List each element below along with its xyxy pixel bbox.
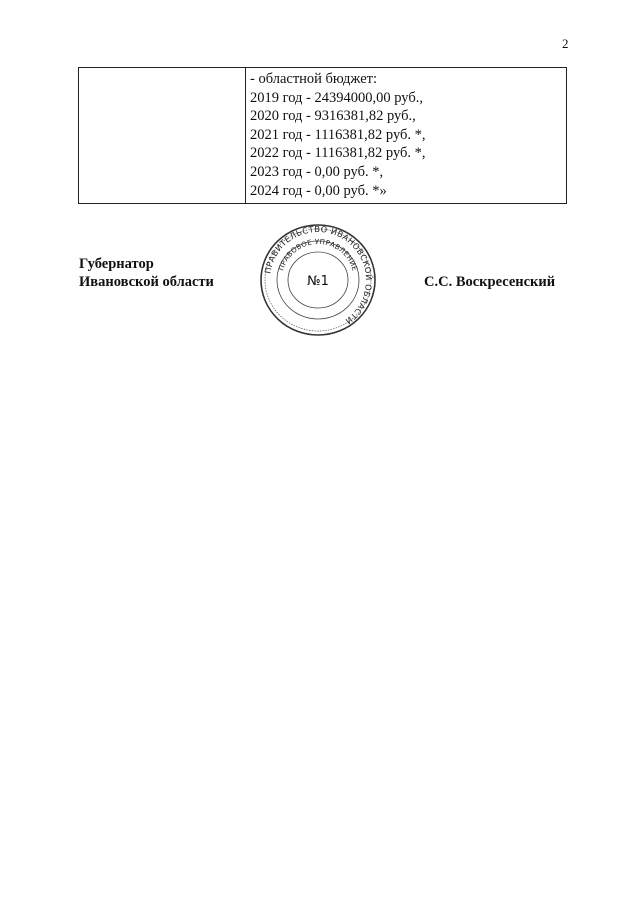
budget-line-2020: 2020 год - 9316381,82 руб., (250, 108, 416, 125)
budget-heading: - областной бюджет: (250, 71, 378, 87)
table-cell-empty (79, 68, 246, 204)
page-number: 2 (562, 36, 569, 51)
signatory-title-line1: Губернатор (79, 256, 154, 272)
table-row (79, 68, 567, 204)
signatory-name: С.С. Воскресенский (424, 274, 556, 290)
budget-line-2024: 2024 год - 0,00 руб. *» (250, 182, 387, 199)
signatory-title-line2: Ивановской области (79, 274, 214, 290)
table-cell-budget (246, 68, 567, 204)
seal-center-text: №1 (307, 274, 329, 289)
seal-inner-text: ПРАВОВОЕ УПРАВЛЕНИЕ (277, 237, 359, 273)
budget-line-2022: 2022 год - 1116381,82 руб. *, (250, 145, 426, 162)
budget-table (78, 67, 567, 204)
budget-line-2021: 2021 год - 1116381,82 руб. *, (250, 126, 426, 143)
budget-line-2023: 2023 год - 0,00 руб. *, (250, 163, 384, 180)
seal-outer-text: ПРАВИТЕЛЬСТВО ИВАНОВСКОЙ ОБЛАСТИ (262, 223, 375, 327)
budget-line-2019: 2019 год - 24394000,00 руб., (250, 89, 423, 106)
official-seal (258, 222, 378, 338)
signatory-title (79, 255, 214, 291)
